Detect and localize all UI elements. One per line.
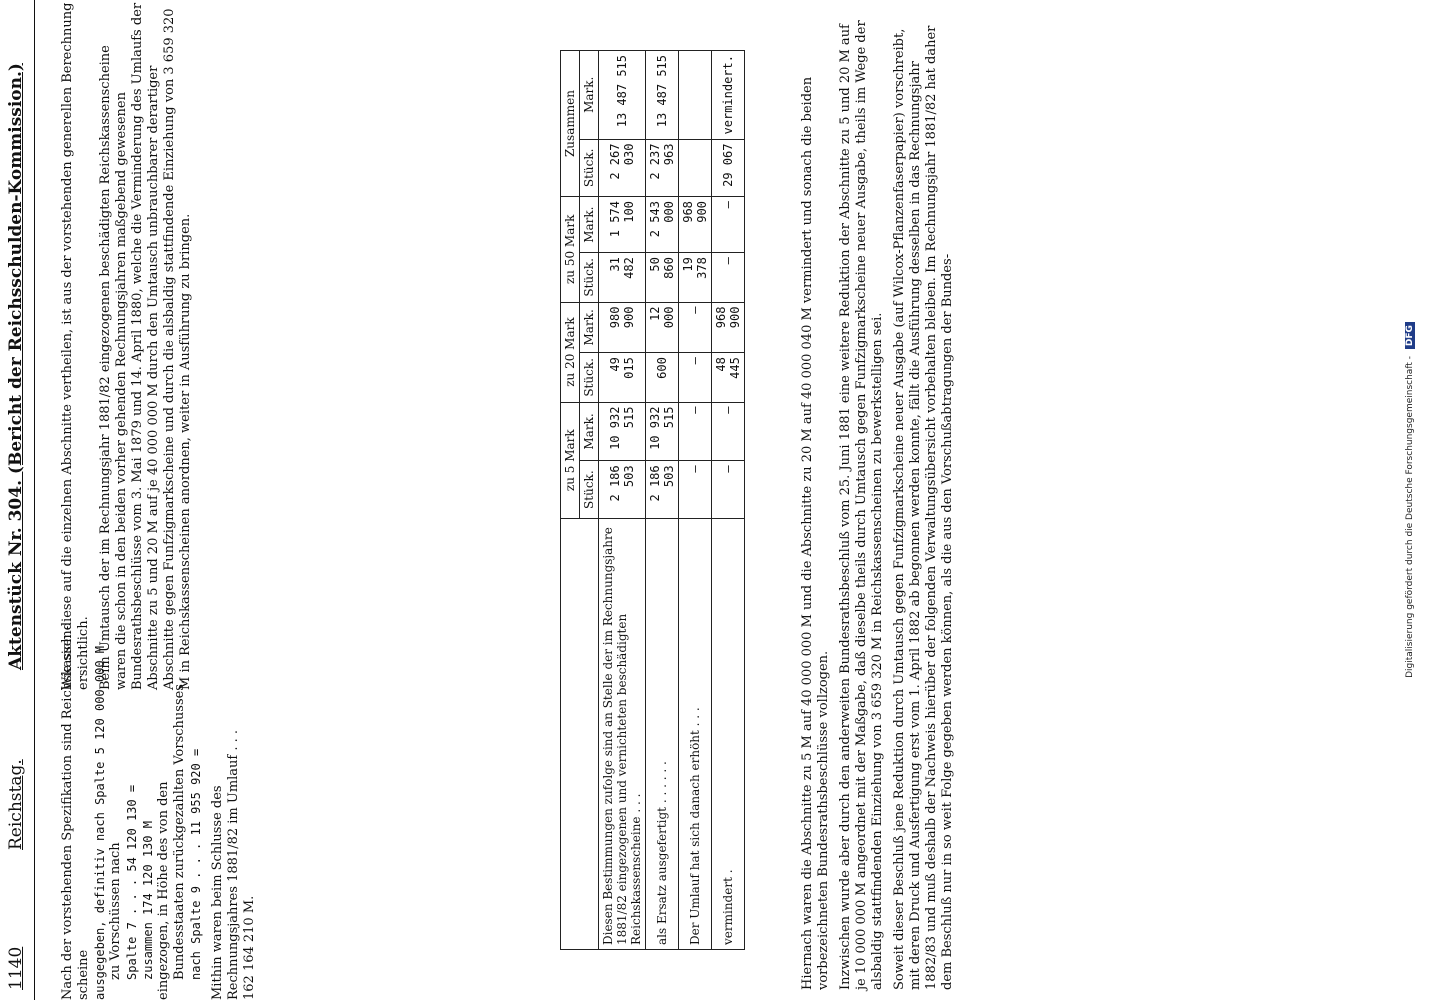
paragraph: Beim Umtausch der im Rechnungsjahr 1881/82 eingezogenen beschädigten Reichskassenscheine waren die schon in den beiden vorher gehenden Rechnungsjahren maßgebend gewesenen Bundesrathsbeschlüsse vom 3. Mai 1879 und 14. April 1880, welche die Verminderung des Umlaufs der Abschnitte zu 5 und 20 M auf je 40 000 000 M durch den Umtausch unbrauchbarer derartiger Abschnitte gegen Funfzigmarkscheine und durch die alsbaldig stattfindende Einziehung von 3 659 320 M in Reichskassenscheinen anordnen, weiter in Ausführung zu bringen.: [98, 2, 193, 690]
left-line: Mithin waren beim Schlusse des Rechnungsjahres 1881/82 im Umlauf . . . 162 164 210 M.: [210, 729, 257, 1000]
paragraph: Inzwischen wurde aber durch den anderweiten Bundesrathsbeschluß vom 25. Juni 1881 eine weitere Reduktion der Abschnitte zu 5 und 20 M auf je 10 000 000 M angeordnet mit der Maßgabe, daß dieselbe theils durch Umtausch gegen Funfzigmarkscheine neuer Ausgabe, theils im Wege der alsbaldig stattfindenden Einziehung von 3 659 320 M in Reichskassenscheinen zu bewerkstelligen sei.: [838, 20, 885, 990]
table-cell: —: [712, 461, 745, 519]
left-line: scheine: [76, 949, 91, 1000]
left-line: Bundesstaaten zurückgezahlten Vorschusses,: [172, 679, 187, 980]
page-title: Aktenstück Nr. 304. (Bericht der Reichsschulden-Kommission.): [6, 63, 26, 670]
table-cell: 2 237 963: [646, 139, 679, 197]
table-cell: 10 932 515: [599, 402, 646, 461]
left-column: [60, 625, 258, 1000]
left-line: nach Spalte 9 . . . 11 955 920 =: [189, 748, 203, 980]
column-header: Mark.: [580, 197, 599, 253]
row-label: vermindert .: [712, 518, 745, 949]
bottom-text: [800, 10, 956, 990]
table-cell: 1 574 100: [599, 197, 646, 253]
table-cell: 2 186 503: [646, 461, 679, 519]
table-cell: 600: [646, 353, 679, 402]
digitization-credit: [1405, 0, 1425, 1000]
table-cell: 968 900: [712, 302, 745, 353]
paragraph: Soweit dieser Beschluß jene Reduktion durch Umtausch gegen Funfzigmarkscheine neuer Ausgabe (auf Wilcox-Pflanzenfaserpapier) vorschreibt, mit deren Druck und Ausfertigung erst vom 1. April 1882 ab begonnen werden konnte, fällt die Ausführung desselben in das Rechnungsjahr 1882/83 und muß deshalb der Nachweis hierüber der folgenden Verwaltungsübersicht vorbehalten bleiben. Im Rechnungsjahr 1881/82 hat daher dem Beschluß nur in so weit Folge gegeben werden können, als die aus den Vorschußabtragungen der Bundes-: [892, 25, 955, 990]
table-cell: —: [712, 197, 745, 253]
row-label: Der Umlauf hat sich danach erhöht . . .: [679, 518, 712, 949]
table-cell: 2 543 000: [646, 197, 679, 253]
column-header: Stück.: [580, 253, 599, 302]
table-cell: 50 860: [646, 253, 679, 302]
left-line: Nach der vorstehenden Spezifikation sind Reichskassen-: [60, 625, 75, 1000]
table-cell: —: [712, 253, 745, 302]
table-cell: 980 900: [599, 302, 646, 353]
table-cell: 49 015: [599, 353, 646, 402]
table-cell: 29 067: [712, 139, 745, 197]
page-header: [0, 0, 44, 1000]
dfg-logo: DFG: [1405, 322, 1415, 349]
table-cell: 10 932 515: [646, 402, 679, 461]
column-header: Mark.: [580, 302, 599, 353]
column-header: Mark.: [580, 402, 599, 461]
table-row: [599, 51, 646, 950]
table-cell: 13 487 515: [599, 51, 646, 140]
header-rule: [34, 0, 35, 1000]
table-cell: 19 378: [679, 253, 712, 302]
table-cell: —: [679, 353, 712, 402]
table-cell: vermindert.: [712, 51, 745, 140]
column-header: Mark.: [580, 51, 599, 140]
column-group-header: zu 20 Mark: [561, 302, 580, 402]
left-line: ausgegeben, definitiv nach Spalte 5 120 000 000 M: [93, 645, 107, 1000]
row-label: Diesen Bestimmungen zufolge sind an Stelle der im Rechnungsjahre 1881/82 eingezogenen und vernichteten beschädigten Reichskassenscheine . . .: [599, 518, 646, 949]
page-number: 1140: [6, 946, 26, 990]
table-cell: 2 267 030: [599, 139, 646, 197]
table-cell: —: [712, 402, 745, 461]
credit-text: Digitalisierung gefördert durch die Deutsche Forschungsgemeinschaft -: [1405, 356, 1415, 678]
table-cell: —: [679, 402, 712, 461]
table-cell: 12 000: [646, 302, 679, 353]
paragraph: Hiernach waren die Abschnitte zu 5 M auf 40 000 000 M und die Abschnitte zu 20 M auf 40 000 040 M vermindert und sonach die beiden vorbezeichneten Bundesrathsbeschlüsse vollzogen.: [800, 76, 831, 990]
table-cell: [679, 139, 712, 197]
table-row: [712, 51, 745, 950]
table-cell: 48 445: [712, 353, 745, 402]
ledger-table-wrap: [560, 50, 745, 950]
column-group-header: Zusammen: [561, 51, 580, 197]
table-cell: [679, 51, 712, 140]
table-cell: —: [679, 302, 712, 353]
left-line: Spalte 7 . . . 54 120 130 =: [125, 784, 139, 980]
column-header: Stück.: [580, 461, 599, 519]
ledger-table: [560, 50, 745, 950]
table-row: [679, 51, 712, 950]
left-line: zu Vorschüssen nach: [108, 842, 123, 980]
column-header: Stück.: [580, 139, 599, 197]
table-cell: 13 487 515: [646, 51, 679, 140]
row-label: als Ersatz ausgefertigt . . . . . .: [646, 518, 679, 949]
table-row: [646, 51, 679, 950]
paragraph: Wie sich diese auf die einzelnen Abschnitte vertheilen, ist aus der vorstehenden generellen Berechnung ersichtlich.: [60, 2, 91, 690]
source-label: Reichstag.: [6, 759, 26, 850]
left-line: zusammen 174 120 130 M: [141, 821, 155, 980]
column-group-header: zu 5 Mark: [561, 402, 580, 518]
table-cell: 968 900: [679, 197, 712, 253]
table-cell: 2 186 503: [599, 461, 646, 519]
right-column: [60, 0, 194, 690]
column-header: Stück.: [580, 353, 599, 402]
column-group-header: zu 50 Mark: [561, 197, 580, 302]
table-corner: [561, 518, 599, 949]
table-cell: 31 482: [599, 253, 646, 302]
left-line: eingezogen, in Höhe des von den: [156, 781, 171, 1000]
table-cell: —: [679, 461, 712, 519]
